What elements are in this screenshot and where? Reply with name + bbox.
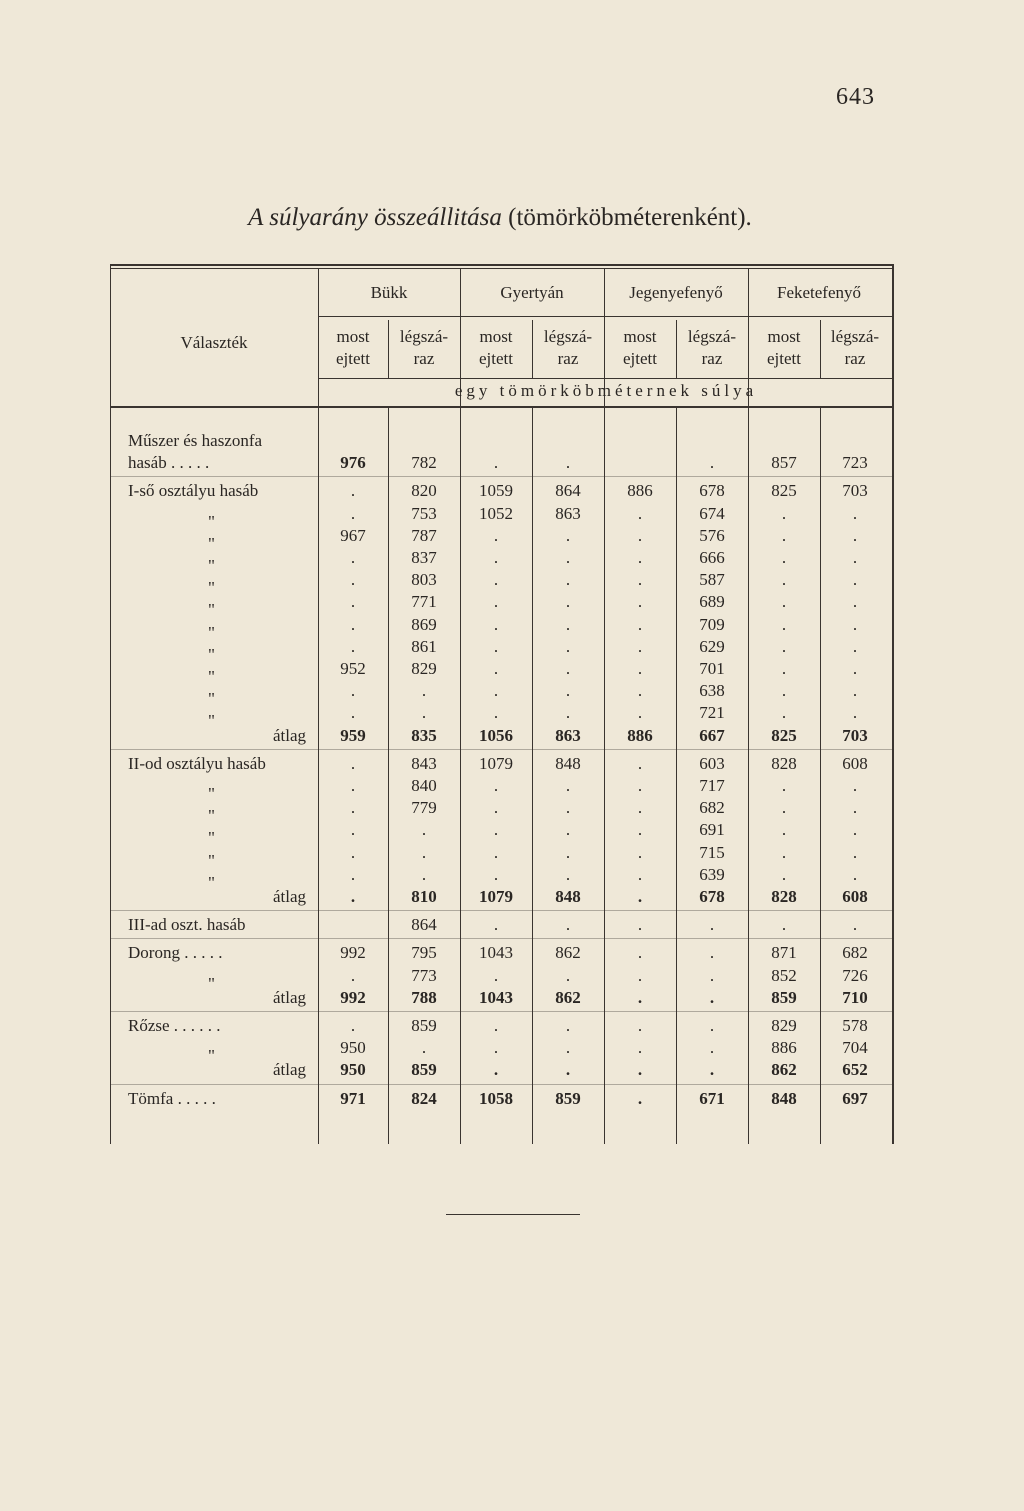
table-cell: 652 bbox=[842, 1060, 868, 1080]
table-cell: 971 bbox=[340, 1088, 366, 1108]
table-cell: . bbox=[852, 864, 858, 884]
table-cell: 682 bbox=[842, 943, 868, 963]
table-cell: . bbox=[350, 570, 356, 590]
header-most-0: most ejtett bbox=[336, 327, 370, 368]
table-cell: . bbox=[637, 915, 643, 935]
table-cell: 886 bbox=[771, 1038, 797, 1058]
table-cell: 587 bbox=[699, 570, 725, 590]
header-species-0: Bükk bbox=[370, 283, 408, 302]
table-cell: . bbox=[709, 965, 715, 985]
table-cell: 864 bbox=[411, 915, 437, 935]
group-rule bbox=[110, 910, 894, 911]
table-cell: 886 bbox=[627, 481, 653, 501]
table-cell: 709 bbox=[699, 614, 725, 634]
header-legsz-3: légszá- raz bbox=[830, 327, 880, 368]
table-cell: . bbox=[781, 703, 787, 723]
table-cell: 803 bbox=[411, 570, 437, 590]
table-cell: 959 bbox=[340, 725, 366, 745]
row-label-ditto: " bbox=[208, 850, 215, 870]
table-cell: 828 bbox=[771, 753, 797, 773]
row-label-atlag: átlag bbox=[272, 887, 306, 906]
table-cell: . bbox=[565, 864, 571, 884]
table-cell: 674 bbox=[699, 503, 725, 523]
row-label-ditto: " bbox=[208, 511, 215, 531]
row-label: I-ső osztályu hasáb bbox=[128, 481, 259, 501]
table-cell: . bbox=[493, 1038, 499, 1058]
table-cell: . bbox=[709, 1038, 715, 1058]
table-cell: 1052 bbox=[479, 503, 513, 523]
table-cell: 639 bbox=[699, 864, 725, 884]
table-cell: 682 bbox=[699, 798, 725, 818]
table-cell: . bbox=[637, 1038, 643, 1058]
table-cell: 773 bbox=[411, 965, 437, 985]
table-cell: . bbox=[637, 798, 643, 818]
table-cell: . bbox=[852, 659, 858, 678]
table-cell: . bbox=[493, 915, 499, 935]
table-cell: . bbox=[637, 820, 643, 840]
table-cell: 820 bbox=[411, 481, 437, 501]
table-cell: 788 bbox=[411, 987, 437, 1007]
table-cell: . bbox=[637, 887, 643, 906]
row-label-ditto: " bbox=[208, 556, 215, 575]
table-cell: . bbox=[421, 864, 427, 884]
table-cell: . bbox=[709, 453, 715, 473]
table-cell: 862 bbox=[555, 987, 581, 1007]
table-cell: . bbox=[350, 703, 356, 723]
header-species-2: Jegenyefenyő bbox=[629, 283, 723, 302]
table-cell: 863 bbox=[555, 725, 581, 745]
table-cell: 1056 bbox=[479, 725, 513, 745]
table-cell: . bbox=[852, 636, 858, 656]
table-cell: . bbox=[852, 681, 858, 701]
table-cell: 829 bbox=[771, 1016, 797, 1035]
table-cell: . bbox=[852, 614, 858, 634]
table-cell: . bbox=[493, 659, 499, 678]
table-cell: . bbox=[350, 798, 356, 818]
table-cell: . bbox=[781, 614, 787, 634]
table-cell: . bbox=[637, 864, 643, 884]
row-label: III-ad oszt. hasáb bbox=[128, 915, 246, 935]
table-cell: . bbox=[565, 614, 571, 634]
table-top-rule bbox=[110, 264, 894, 266]
row-label-ditto: " bbox=[208, 973, 215, 993]
table-cell: . bbox=[709, 943, 715, 963]
table-cell: . bbox=[852, 548, 858, 567]
table-cell: 829 bbox=[411, 659, 437, 678]
table-cell: . bbox=[350, 636, 356, 656]
table-cell: . bbox=[493, 864, 499, 884]
page-title bbox=[0, 204, 1000, 232]
table-cell: 576 bbox=[699, 525, 725, 545]
table-cell: . bbox=[565, 1060, 571, 1080]
row-label-ditto: " bbox=[208, 578, 215, 598]
header-unit-note: egy tömörköbméternek súlya bbox=[454, 381, 758, 400]
table-cell: 869 bbox=[411, 614, 437, 634]
table-cell: . bbox=[637, 703, 643, 723]
table-cell: . bbox=[852, 525, 858, 545]
table-cell: . bbox=[852, 592, 858, 612]
table-cell: . bbox=[781, 820, 787, 840]
table-cell: 859 bbox=[555, 1088, 581, 1108]
subheader-rule bbox=[318, 378, 894, 379]
table-cell: . bbox=[350, 753, 356, 773]
table-cell: . bbox=[350, 820, 356, 840]
group-rule bbox=[110, 749, 894, 750]
table-cell: 967 bbox=[340, 525, 366, 545]
table-cell: . bbox=[565, 1016, 571, 1035]
table-cell: 726 bbox=[842, 965, 868, 985]
table-cell: 578 bbox=[842, 1016, 868, 1035]
table-cell: . bbox=[637, 943, 643, 963]
table-cell: 704 bbox=[842, 1038, 868, 1058]
table-cell: 697 bbox=[842, 1088, 868, 1108]
header-legsz-0: légszá- raz bbox=[399, 327, 449, 368]
table-cell: . bbox=[637, 548, 643, 567]
table-cell: . bbox=[637, 525, 643, 545]
title-normal: (tömörköbméterenként). bbox=[501, 204, 752, 231]
table-cell: 608 bbox=[842, 887, 868, 906]
header-most-3: most ejtett bbox=[767, 327, 801, 368]
table-cell: 779 bbox=[411, 798, 437, 818]
table-cell: 862 bbox=[555, 943, 581, 963]
row-label-ditto: " bbox=[208, 667, 215, 686]
row-label-ditto: " bbox=[208, 600, 215, 620]
table-cell: . bbox=[565, 915, 571, 935]
group-rule bbox=[110, 938, 894, 939]
header-valasztek: Választék bbox=[180, 333, 248, 352]
table-cell: . bbox=[637, 570, 643, 590]
table-cell: . bbox=[350, 842, 356, 862]
table-cell: 638 bbox=[699, 681, 725, 701]
table-cell: . bbox=[350, 614, 356, 634]
table-cell: . bbox=[709, 915, 715, 935]
table-cell: . bbox=[565, 592, 571, 612]
table-cell: . bbox=[781, 681, 787, 701]
table-cell: . bbox=[852, 503, 858, 523]
table-cell: . bbox=[493, 776, 499, 795]
row-label-ditto: " bbox=[208, 689, 215, 709]
row-label-ditto: " bbox=[208, 828, 215, 848]
table-cell: . bbox=[421, 681, 427, 701]
table-cell: . bbox=[852, 703, 858, 723]
table-cell: . bbox=[852, 798, 858, 818]
table-cell: 862 bbox=[771, 1060, 797, 1080]
table-cell: 848 bbox=[555, 753, 581, 773]
table-cell: 691 bbox=[699, 820, 725, 840]
table-cell: 782 bbox=[411, 453, 437, 473]
header-bottom-rule bbox=[110, 406, 894, 408]
table-cell: 857 bbox=[771, 453, 797, 473]
table-cell: 859 bbox=[411, 1060, 437, 1080]
table-cell: . bbox=[637, 1016, 643, 1035]
table-cell: 1043 bbox=[479, 987, 513, 1007]
row-label-a: Műszer és haszonfa bbox=[128, 431, 263, 450]
table-cell: 950 bbox=[340, 1038, 366, 1058]
table-cell: . bbox=[637, 1060, 643, 1080]
table-cell: 608 bbox=[842, 753, 868, 773]
table-cell: . bbox=[493, 798, 499, 818]
table-cell: . bbox=[709, 1060, 715, 1080]
row-label-ditto: " bbox=[208, 1046, 215, 1066]
row-label: II-od osztályu hasáb bbox=[128, 753, 266, 773]
table-cell: 629 bbox=[699, 636, 725, 656]
table-cell: 886 bbox=[627, 725, 653, 745]
group-rule bbox=[110, 1011, 894, 1012]
table-cell: 835 bbox=[411, 725, 437, 745]
row-label: Dorong . . . . . bbox=[128, 943, 223, 963]
row-label-ditto: " bbox=[208, 622, 215, 642]
table-cell: . bbox=[637, 681, 643, 701]
table-cell: 678 bbox=[699, 481, 725, 501]
table-cell: 710 bbox=[842, 987, 868, 1007]
table-cell: . bbox=[637, 503, 643, 523]
header-species-3: Feketefenyő bbox=[776, 283, 862, 302]
table-cell: 992 bbox=[340, 987, 366, 1007]
table-cell: 837 bbox=[411, 548, 437, 567]
table-cell: 859 bbox=[411, 1016, 437, 1035]
table-cell: . bbox=[350, 503, 356, 523]
table-cell: . bbox=[421, 842, 427, 862]
table-cell: . bbox=[493, 453, 499, 473]
table-cell: 666 bbox=[699, 548, 725, 567]
table-cell: 671 bbox=[699, 1088, 725, 1108]
table-cell: . bbox=[637, 753, 643, 773]
table-cell: . bbox=[781, 864, 787, 884]
table-cell: . bbox=[781, 842, 787, 862]
table-cell: 824 bbox=[411, 1088, 437, 1108]
table-cell: 852 bbox=[771, 965, 797, 985]
group-rule bbox=[110, 476, 894, 477]
table-cell: . bbox=[852, 776, 858, 795]
table-cell: . bbox=[781, 548, 787, 567]
table-cell: . bbox=[565, 548, 571, 567]
table-cell: . bbox=[493, 965, 499, 985]
table-cell: 952 bbox=[340, 659, 366, 678]
table-cell: . bbox=[637, 776, 643, 795]
table-cell: 992 bbox=[340, 943, 366, 963]
table-cell: 701 bbox=[699, 659, 725, 678]
table-cell: . bbox=[637, 614, 643, 634]
table-cell: . bbox=[565, 703, 571, 723]
table-cell: . bbox=[781, 503, 787, 523]
table-cell: . bbox=[781, 570, 787, 590]
row-label-ditto: " bbox=[208, 784, 215, 803]
table-cell: 848 bbox=[771, 1088, 797, 1108]
table-cell: . bbox=[350, 965, 356, 985]
table-cell: . bbox=[493, 592, 499, 612]
row-label-atlag: átlag bbox=[272, 1060, 306, 1080]
table-cell: 723 bbox=[842, 453, 868, 473]
table-cell: . bbox=[781, 776, 787, 795]
footer-rule bbox=[446, 1214, 580, 1215]
table-cell: 810 bbox=[411, 887, 437, 906]
table-cell: . bbox=[493, 1060, 499, 1080]
row-label-atlag: átlag bbox=[272, 987, 306, 1007]
table-cell: . bbox=[781, 592, 787, 612]
table-cell: 678 bbox=[699, 887, 725, 906]
row-label-ditto: " bbox=[208, 533, 215, 553]
table-cell: 859 bbox=[771, 987, 797, 1007]
table-cell: . bbox=[565, 776, 571, 795]
table-cell: . bbox=[493, 1016, 499, 1035]
table-left-rule bbox=[110, 264, 111, 1144]
row-label-ditto: " bbox=[208, 711, 215, 731]
row-label: Rőzse . . . . . . bbox=[128, 1016, 221, 1035]
table-cell: . bbox=[781, 659, 787, 678]
row-label: Tömfa . . . . . bbox=[128, 1088, 216, 1108]
table-cell: . bbox=[493, 820, 499, 840]
table-top-rule-2 bbox=[110, 268, 894, 269]
table-cell: . bbox=[637, 659, 643, 678]
table-cell: . bbox=[493, 636, 499, 656]
weight-table bbox=[110, 264, 894, 1144]
table-cell: . bbox=[709, 1016, 715, 1035]
table-cell: . bbox=[709, 987, 715, 1007]
table-cell: 825 bbox=[771, 481, 797, 501]
table-cell: . bbox=[781, 798, 787, 818]
table-cell: . bbox=[350, 776, 356, 795]
group-rule bbox=[110, 1084, 894, 1085]
table-cell: . bbox=[781, 525, 787, 545]
table-cell: 843 bbox=[411, 753, 437, 773]
table-cell: . bbox=[421, 820, 427, 840]
table-cell: . bbox=[637, 842, 643, 862]
table-cell: 871 bbox=[771, 943, 797, 963]
table-cell: . bbox=[350, 481, 356, 501]
table-cell: . bbox=[852, 820, 858, 840]
table-cell: 828 bbox=[771, 887, 797, 906]
table-cell: 1079 bbox=[479, 753, 513, 773]
table-cell: . bbox=[421, 1038, 427, 1058]
table-cell: . bbox=[565, 659, 571, 678]
table-cell: 715 bbox=[699, 842, 725, 862]
table-cell: . bbox=[350, 1016, 356, 1035]
table-cell: 1058 bbox=[479, 1088, 513, 1108]
row-label-ditto: " bbox=[208, 644, 215, 664]
table-cell: 1079 bbox=[479, 887, 513, 906]
table-cell: . bbox=[781, 915, 787, 935]
table-cell: 603 bbox=[699, 753, 725, 773]
table-cell: . bbox=[565, 965, 571, 985]
table-cell: . bbox=[493, 681, 499, 701]
header-legsz-2: légszá- raz bbox=[687, 327, 737, 368]
table-cell: . bbox=[565, 636, 571, 656]
row-label-b: hasáb . . . . . bbox=[128, 453, 210, 473]
page-number: 643 bbox=[836, 84, 875, 110]
table-cell: . bbox=[565, 681, 571, 701]
table-cell: . bbox=[350, 548, 356, 567]
table-cell: 864 bbox=[555, 481, 581, 501]
table-cell: 771 bbox=[411, 592, 437, 612]
table-cell: . bbox=[852, 842, 858, 862]
table-cell: 840 bbox=[411, 776, 437, 795]
header-species-1: Gyertyán bbox=[500, 283, 564, 302]
table-cell: . bbox=[350, 681, 356, 701]
table-cell: . bbox=[565, 1038, 571, 1058]
table-cell: . bbox=[493, 548, 499, 567]
row-label-atlag: átlag bbox=[272, 725, 306, 745]
table-cell: . bbox=[565, 820, 571, 840]
table-cell: . bbox=[421, 703, 427, 723]
row-label-ditto: " bbox=[208, 872, 215, 892]
table-cell: . bbox=[493, 570, 499, 590]
table-cell: . bbox=[565, 842, 571, 862]
table-cell: 1043 bbox=[479, 943, 513, 963]
table-cell: 861 bbox=[411, 636, 437, 656]
table-cell: 703 bbox=[842, 481, 868, 501]
table-cell: 717 bbox=[699, 776, 725, 795]
table-cell: . bbox=[565, 525, 571, 545]
table-cell: 1059 bbox=[479, 481, 513, 501]
table-cell: . bbox=[493, 525, 499, 545]
table-cell: . bbox=[493, 703, 499, 723]
table-cell: 848 bbox=[555, 887, 581, 906]
table-cell: . bbox=[565, 798, 571, 818]
table-cell: . bbox=[781, 636, 787, 656]
table-cell: . bbox=[852, 570, 858, 590]
table-cell: 825 bbox=[771, 725, 797, 745]
table-cell: . bbox=[350, 592, 356, 612]
table-cell: 689 bbox=[699, 592, 725, 612]
table-cell: 703 bbox=[842, 725, 868, 745]
title-italic: A súlyarány összeállitása bbox=[248, 204, 502, 231]
header-most-2: most ejtett bbox=[623, 327, 657, 368]
table-cell: 795 bbox=[411, 943, 437, 963]
table-cell: . bbox=[350, 887, 356, 906]
table-cell: . bbox=[637, 987, 643, 1007]
header-legsz-1: légszá- raz bbox=[543, 327, 593, 368]
table-cell: . bbox=[637, 592, 643, 612]
header-most-1: most ejtett bbox=[479, 327, 513, 368]
species-rule bbox=[318, 316, 894, 317]
table-cell: 976 bbox=[340, 453, 366, 473]
table-cell: . bbox=[493, 614, 499, 634]
table-cell: . bbox=[637, 965, 643, 985]
table-cell: . bbox=[637, 636, 643, 656]
table-cell: 667 bbox=[699, 725, 725, 745]
table-cell: . bbox=[637, 1088, 643, 1108]
table-cell: 753 bbox=[411, 503, 437, 523]
row-label-ditto: " bbox=[208, 806, 215, 826]
table-cell: . bbox=[493, 842, 499, 862]
table-cell: 950 bbox=[340, 1060, 366, 1080]
table-cell: 721 bbox=[699, 703, 725, 723]
table-cell: . bbox=[565, 453, 571, 473]
table-cell: . bbox=[852, 915, 858, 935]
table-cell: 863 bbox=[555, 503, 581, 523]
table-cell: . bbox=[565, 570, 571, 590]
table-cell: . bbox=[350, 864, 356, 884]
table-cell: 787 bbox=[411, 525, 437, 545]
